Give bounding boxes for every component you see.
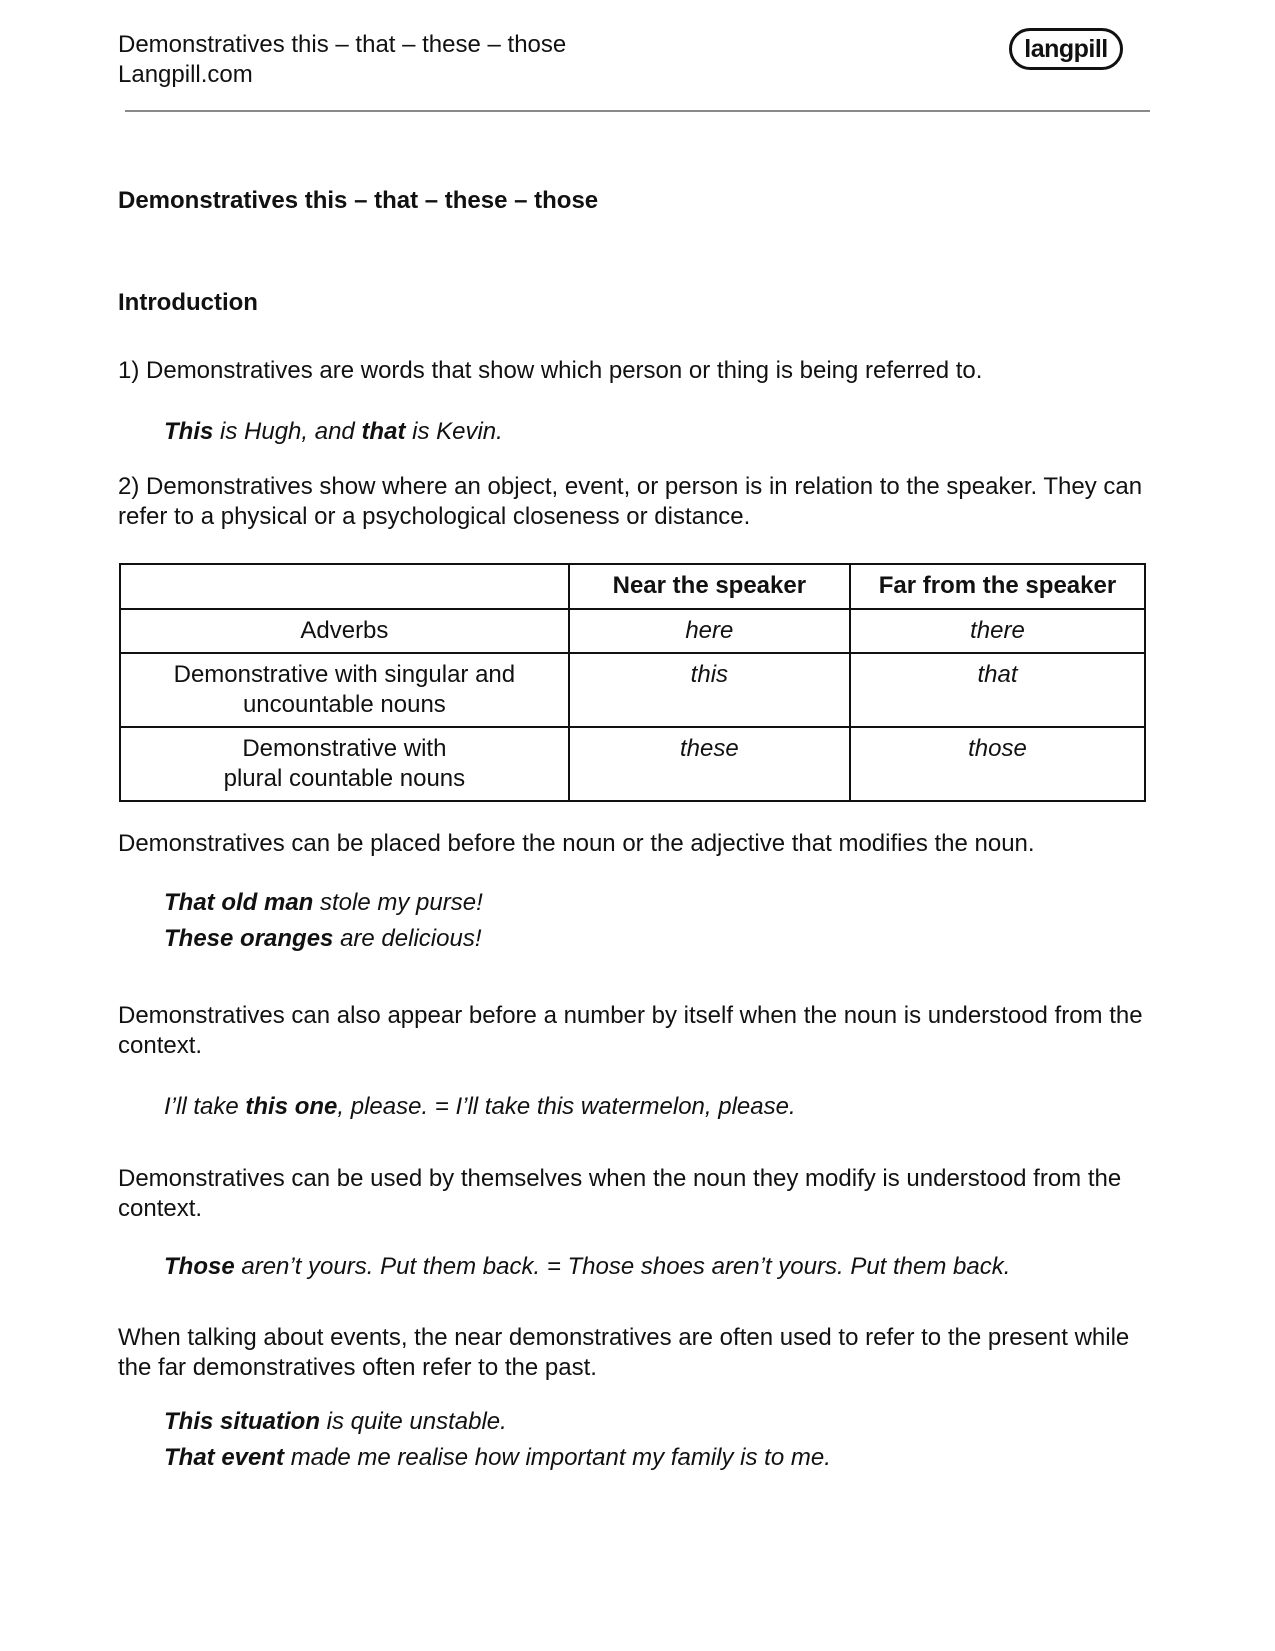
example-5-line-2 bbox=[164, 1440, 1164, 1476]
table-header-far: Far from the speaker bbox=[850, 564, 1145, 609]
example-2-bold-1: That old man bbox=[164, 889, 314, 916]
example-1-word-that: that bbox=[361, 418, 406, 445]
section-heading-introduction: Introduction bbox=[118, 289, 258, 316]
cell-far: those bbox=[850, 727, 1145, 801]
table-row bbox=[120, 653, 1145, 727]
table-row bbox=[120, 727, 1145, 801]
example-3-pre: I’ll take bbox=[164, 1093, 246, 1120]
example-1-text-a: is Hugh, and bbox=[213, 418, 362, 445]
example-4-rest: aren’t yours. Put them back. = Those shoes aren’t yours. Put them back. bbox=[234, 1253, 1011, 1280]
example-3 bbox=[164, 1089, 1164, 1125]
cell-near: these bbox=[569, 727, 850, 801]
example-3-post: , please. = I’ll take this watermelon, please. bbox=[337, 1093, 796, 1120]
example-5-bold-2: That event bbox=[164, 1444, 285, 1471]
paragraph-6: When talking about events, the near demonstratives are often used to refer to the present while the far demonstratives often refer to the past. bbox=[118, 1324, 1130, 1381]
header-site: Langpill.com bbox=[118, 61, 253, 88]
example-3-bold: this one bbox=[245, 1093, 338, 1120]
example-2-rest-2: are delicious! bbox=[333, 925, 482, 952]
row-label-plural-line-1: Demonstrative with bbox=[242, 735, 447, 762]
example-2-rest-1: stole my purse! bbox=[313, 889, 483, 916]
cell-far: that bbox=[850, 653, 1145, 727]
example-1-word-this: This bbox=[164, 418, 214, 445]
header-title: Demonstratives this – that – these – those bbox=[118, 31, 567, 58]
paragraph-5: Demonstratives can be used by themselves when the noun they modify is understood from the context. bbox=[118, 1165, 1122, 1222]
example-2 bbox=[164, 885, 1164, 957]
logo-text: langpill bbox=[1024, 34, 1108, 63]
row-label-plural-line-2: plural countable nouns bbox=[223, 765, 466, 792]
table-header-empty bbox=[120, 564, 569, 609]
paragraph-4: Demonstratives can also appear before a number by itself when the noun is understood from the context. bbox=[118, 1002, 1143, 1059]
example-2-line-2 bbox=[164, 921, 1164, 957]
example-5-bold-1: This situation bbox=[164, 1408, 320, 1435]
table-row bbox=[120, 609, 1145, 653]
example-2-line-1 bbox=[164, 885, 1164, 921]
example-1-text-b: is Kevin. bbox=[405, 418, 503, 445]
example-1 bbox=[164, 414, 1164, 450]
row-label-plural bbox=[120, 727, 569, 801]
table-header-row bbox=[120, 564, 1145, 609]
example-5-line-1 bbox=[164, 1404, 1164, 1440]
document-title: Demonstratives this – that – these – those bbox=[118, 187, 599, 214]
paragraph-3: Demonstratives can be placed before the noun or the adjective that modifies the noun. bbox=[118, 830, 1035, 857]
example-2-bold-2: These oranges bbox=[164, 925, 334, 952]
example-5-rest-2: made me realise how important my family is to me. bbox=[284, 1444, 831, 1471]
langpill-logo bbox=[1009, 28, 1123, 70]
cell-far: there bbox=[850, 609, 1145, 653]
page-header bbox=[118, 30, 566, 90]
example-4-bold: Those bbox=[164, 1253, 235, 1280]
paragraph-1: 1) Demonstratives are words that show which person or thing is being referred to. bbox=[118, 357, 983, 384]
cell-near: this bbox=[569, 653, 850, 727]
example-4 bbox=[164, 1249, 1164, 1285]
row-label-singular: Demonstrative with singular and uncountable nouns bbox=[120, 653, 569, 727]
table-header-near: Near the speaker bbox=[569, 564, 850, 609]
row-label-adverbs: Adverbs bbox=[120, 609, 569, 653]
cell-near: here bbox=[569, 609, 850, 653]
demonstratives-table bbox=[119, 563, 1146, 802]
header-divider bbox=[125, 110, 1150, 112]
example-5-rest-1: is quite unstable. bbox=[320, 1408, 507, 1435]
paragraph-2: 2) Demonstratives show where an object, event, or person is in relation to the speaker. They can refer to a physical or a psychological closeness or distance. bbox=[118, 473, 1143, 530]
example-5 bbox=[164, 1404, 1164, 1476]
